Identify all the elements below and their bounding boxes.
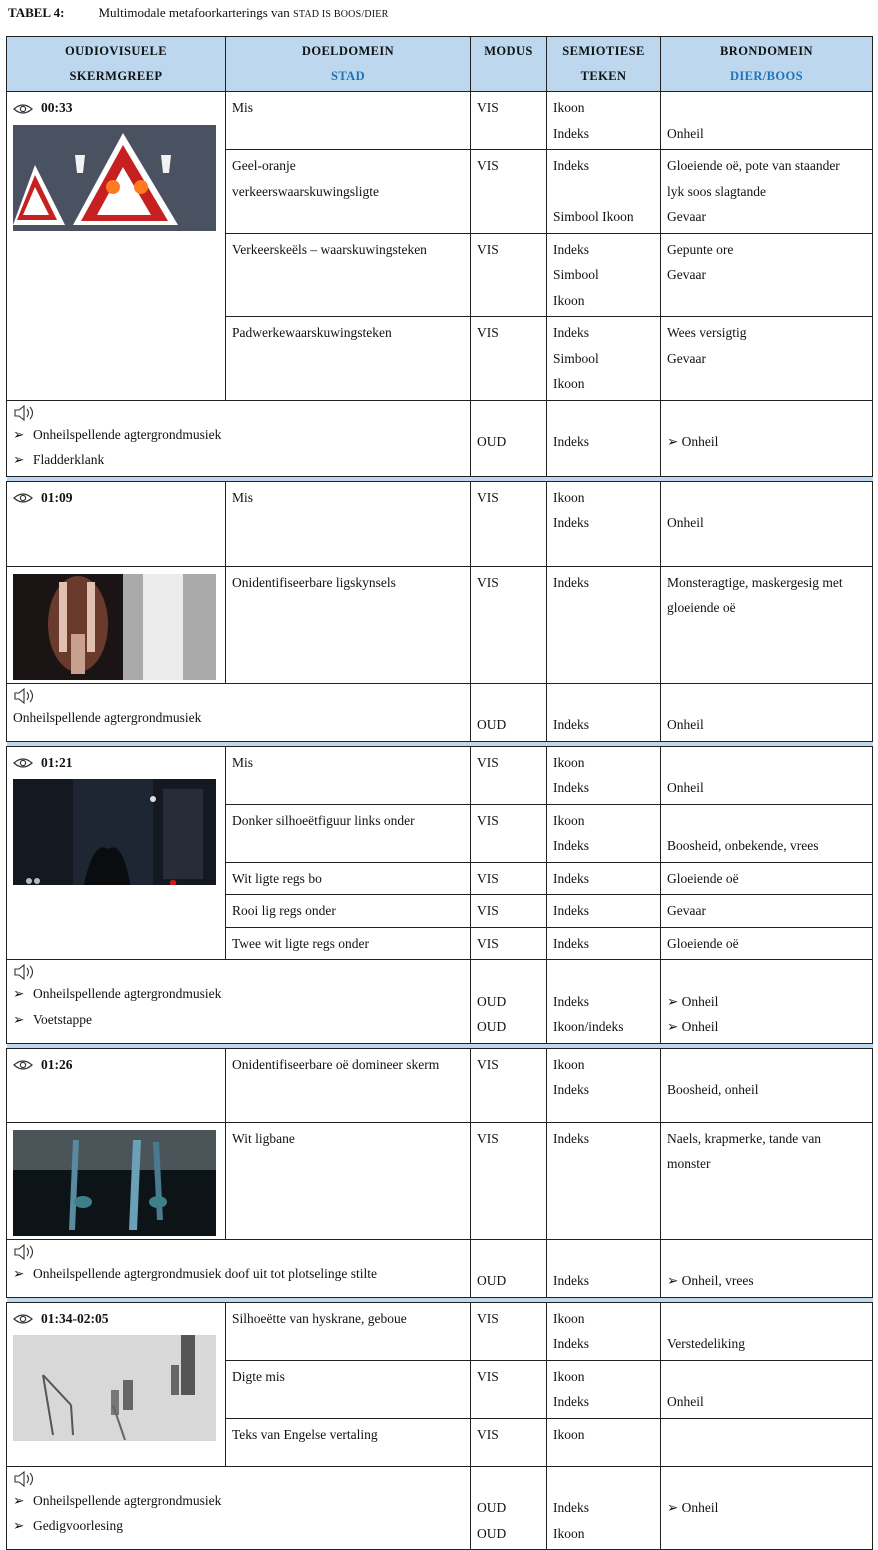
table-row: [7, 566, 873, 683]
mode-cell: VIS: [471, 150, 547, 234]
target-cell: Silhoeëtte van hyskrane, geboue: [226, 1302, 471, 1360]
audio-cell: ➢ Onheilspellende agtergrondmusiek doof uit tot plotselinge stilte: [7, 1239, 471, 1297]
audio-row: [7, 1239, 873, 1297]
screenshot-image: [13, 574, 216, 680]
table-row: [7, 1302, 873, 1360]
target-cell: Wit ligbane: [226, 1122, 471, 1239]
target-cell: Mis: [226, 92, 471, 150]
mode-cell: VIS: [471, 927, 547, 960]
audio-row: [7, 1466, 873, 1550]
mode-cell: VIS: [471, 92, 547, 150]
sign-cell: Ikoon Indeks: [547, 92, 661, 150]
mode-cell: VIS: [471, 746, 547, 804]
source-cell: Gepunte ore Gevaar: [661, 233, 873, 317]
arrow-bullet-icon: ➢: [13, 986, 25, 1001]
speaker-icon: [13, 963, 35, 981]
screenshot-cell: [7, 566, 226, 683]
eye-icon: [13, 1059, 33, 1071]
timestamp: 01:09: [41, 489, 73, 505]
sign-cell: Ikoon Indeks: [547, 1360, 661, 1418]
screenshot-image: [13, 779, 216, 885]
sign-cell: Indeks: [547, 683, 661, 741]
target-cell: Digte mis: [226, 1360, 471, 1418]
target-cell: Onidentifiseerbare ligskynsels: [226, 566, 471, 683]
sign-cell: Ikoon Indeks: [547, 746, 661, 804]
target-cell: Rooi lig regs onder: [226, 895, 471, 928]
source-cell: Onheil: [661, 481, 873, 566]
arrow-bullet-icon: ➢: [13, 1265, 25, 1281]
screenshot-image: [13, 1335, 216, 1441]
sign-cell: Indeks: [547, 566, 661, 683]
target-cell: Wit ligte regs bo: [226, 862, 471, 895]
source-cell: Onheil: [661, 683, 873, 741]
metaphor-table: [6, 36, 872, 1550]
source-cell: Monsteragtige, maskergesig met gloeiende oë: [661, 566, 873, 683]
mode-cell: VIS: [471, 481, 547, 566]
sign-cell: Indeks Ikoon: [547, 1466, 661, 1550]
target-cell: Verkeerskeëls – waarskuwingsteken: [226, 233, 471, 317]
audio-cell: ➢ Onheilspellende agtergrondmusiek ➢ Fladderklank: [7, 400, 471, 476]
mode-cell: VIS: [471, 1418, 547, 1466]
speaker-icon: [13, 1243, 35, 1261]
eye-icon: [13, 757, 33, 769]
sign-cell: Ikoon Indeks: [547, 1048, 661, 1122]
screenshot-cell: [7, 1302, 226, 1466]
source-cell: Wees versigtig Gevaar: [661, 317, 873, 401]
target-cell: Teks van Engelse vertaling: [226, 1418, 471, 1466]
mode-cell: OUD: [471, 1239, 547, 1297]
header-screenshot: OUDIOVISUELE SKERMGREEP: [7, 37, 226, 92]
speaker-icon: [13, 404, 35, 422]
screenshot-cell: [7, 481, 226, 566]
table-caption: [8, 5, 388, 21]
timestamp: 01:26: [41, 1056, 73, 1072]
source-cell: Onheil: [661, 1360, 873, 1418]
target-cell: Mis: [226, 746, 471, 804]
sign-cell: Ikoon Indeks: [547, 804, 661, 862]
source-cell: Gloeiende oë: [661, 862, 873, 895]
mode-cell: VIS: [471, 895, 547, 928]
source-cell: Onheil: [661, 92, 873, 150]
screenshot-image: [13, 125, 216, 231]
caption-text: Multimodale metafoorkarterings van: [98, 5, 290, 20]
header-mode: MODUS: [471, 37, 547, 92]
source-cell: Boosheid, onbekende, vrees: [661, 804, 873, 862]
mode-cell: VIS: [471, 566, 547, 683]
audio-row: [7, 960, 873, 1044]
sign-cell: Indeks Simbool Ikoon: [547, 233, 661, 317]
screenshot-cell: [7, 92, 226, 401]
screenshot-cell: [7, 1048, 226, 1122]
mode-cell: OUD: [471, 683, 547, 741]
arrow-bullet-icon: ➢: [13, 452, 25, 467]
mode-cell: VIS: [471, 1360, 547, 1418]
caption-label: TABEL 4:: [8, 5, 65, 20]
audio-cell: ➢ Onheilspellende agtergrondmusiek ➢ Gedigvoorlesing: [7, 1466, 471, 1550]
sign-cell: Ikoon Indeks: [547, 481, 661, 566]
timestamp: 01:21: [41, 754, 73, 770]
source-cell: Naels, krapmerke, tande van monster: [661, 1122, 873, 1239]
screenshot-cell: [7, 746, 226, 960]
arrow-bullet-icon: ➢: [13, 1011, 25, 1027]
source-cell: ➢ Onheil, vrees: [661, 1239, 873, 1297]
source-cell: Gloeiende oë, pote van staander lyk soos slagtande Gevaar: [661, 150, 873, 234]
eye-icon: [13, 103, 33, 115]
table-row: [7, 1122, 873, 1239]
sign-cell: Indeks Simbool Ikoon: [547, 317, 661, 401]
source-cell: Onheil: [661, 746, 873, 804]
header-source-domain: BRONDOMEIN DIER/BOOS: [661, 37, 873, 92]
audio-cell: ➢ Onheilspellende agtergrondmusiek ➢ Voetstappe: [7, 960, 471, 1044]
arrow-bullet-icon: ➢: [13, 426, 25, 442]
header-row: [7, 37, 873, 92]
table-row: [7, 1048, 873, 1122]
mode-cell: VIS: [471, 317, 547, 401]
sign-cell: Ikoon: [547, 1418, 661, 1466]
mode-cell: OUD OUD: [471, 1466, 547, 1550]
screenshot-cell: [7, 1122, 226, 1239]
sign-cell: Indeks Simbool Ikoon: [547, 150, 661, 234]
source-cell: Gevaar: [661, 895, 873, 928]
mode-cell: VIS: [471, 1302, 547, 1360]
audio-row: [7, 400, 873, 476]
speaker-icon: [13, 687, 35, 705]
sign-cell: Indeks Ikoon/indeks: [547, 960, 661, 1044]
mode-cell: VIS: [471, 1048, 547, 1122]
table-row: [7, 481, 873, 566]
table-row: [7, 92, 873, 150]
source-cell: Boosheid, onheil: [661, 1048, 873, 1122]
source-cell: Verstedeliking: [661, 1302, 873, 1360]
speaker-icon: [13, 1470, 35, 1488]
audio-cell: Onheilspellende agtergrondmusiek: [7, 683, 471, 741]
eye-icon: [13, 492, 33, 504]
header-target-domain: DOELDOMEIN STAD: [226, 37, 471, 92]
header-semiotic-sign: SEMIOTIESE TEKEN: [547, 37, 661, 92]
target-cell: Padwerkewaarskuwingsteken: [226, 317, 471, 401]
target-cell: Geel-oranje verkeerswaarskuwingsligte: [226, 150, 471, 234]
audio-row: [7, 683, 873, 741]
target-cell: Onidentifiseerbare oë domineer skerm: [226, 1048, 471, 1122]
arrow-bullet-icon: ➢: [13, 1518, 25, 1533]
timestamp: 00:33: [41, 100, 73, 115]
arrow-bullet-icon: ➢: [13, 1492, 25, 1508]
target-cell: Twee wit ligte regs onder: [226, 927, 471, 960]
target-cell: Mis: [226, 481, 471, 566]
caption-tail: STAD IS BOOS/DIER: [293, 9, 389, 20]
timestamp: 01:34-02:05: [41, 1310, 109, 1326]
source-cell: ➢ Onheil: [661, 400, 873, 476]
sign-cell: Indeks: [547, 1122, 661, 1239]
mode-cell: OUD OUD: [471, 960, 547, 1044]
source-cell: [661, 1418, 873, 1466]
eye-icon: [13, 1313, 33, 1325]
sign-cell: Indeks: [547, 895, 661, 928]
table-row: [7, 746, 873, 804]
sign-cell: Ikoon Indeks: [547, 1302, 661, 1360]
target-cell: Donker silhoeëtfiguur links onder: [226, 804, 471, 862]
source-cell: Gloeiende oë: [661, 927, 873, 960]
mode-cell: VIS: [471, 233, 547, 317]
sign-cell: Indeks: [547, 862, 661, 895]
source-cell: ➢ Onheil ➢ Onheil: [661, 960, 873, 1044]
screenshot-image: [13, 1130, 216, 1236]
mode-cell: VIS: [471, 804, 547, 862]
mode-cell: VIS: [471, 862, 547, 895]
mode-cell: VIS: [471, 1122, 547, 1239]
sign-cell: Indeks: [547, 1239, 661, 1297]
mode-cell: OUD: [471, 400, 547, 476]
source-cell: ➢ Onheil: [661, 1466, 873, 1550]
sign-cell: Indeks: [547, 400, 661, 476]
sign-cell: Indeks: [547, 927, 661, 960]
